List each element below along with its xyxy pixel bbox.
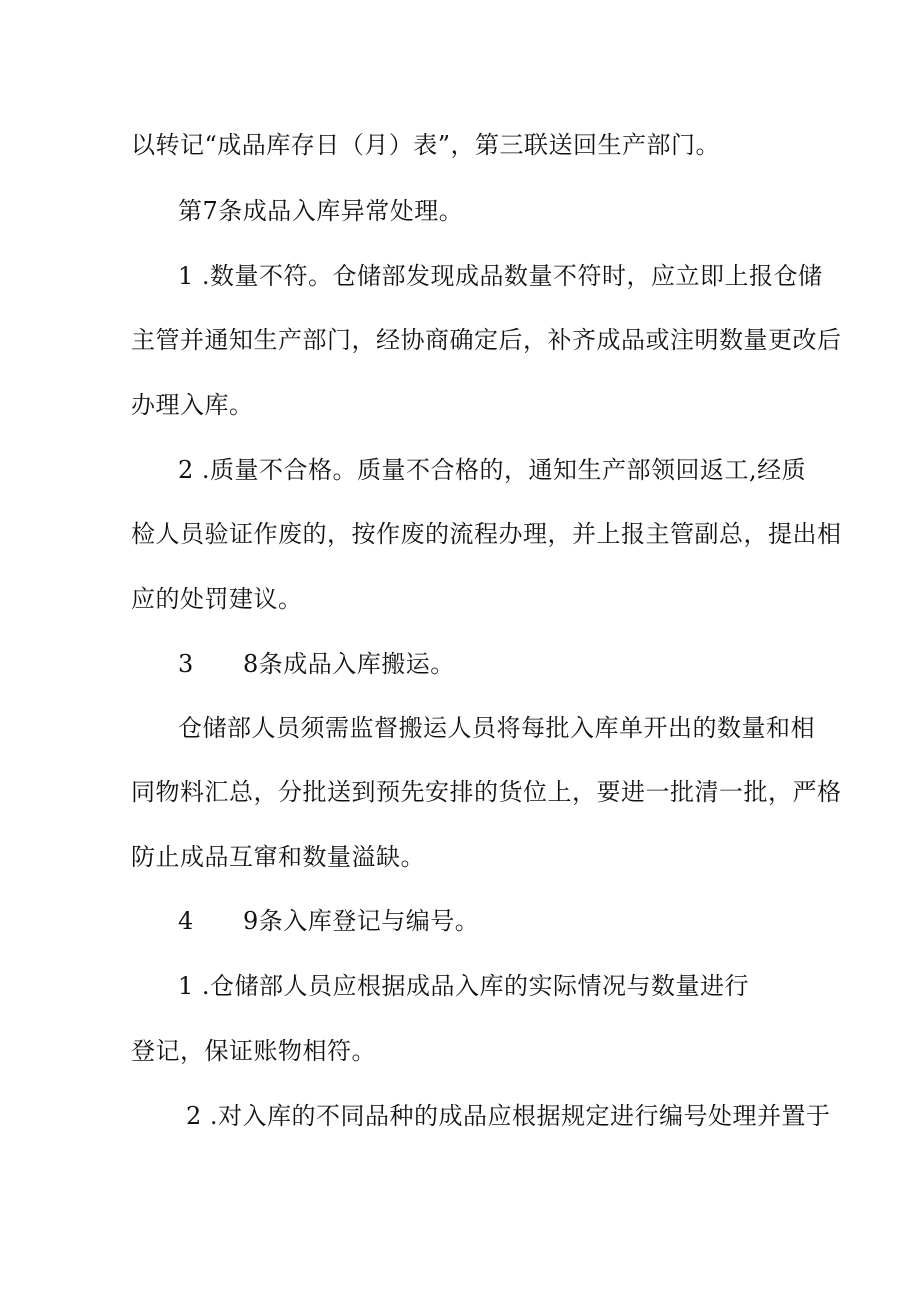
text-line: 1 .仓储部人员应根据成品入库的实际情况与数量进行 [178,972,750,1000]
section-heading: 8条成品入库搬运。 [243,650,455,678]
text-line: 同物料汇总，分批送到预先安排的货位上，要进一批清一批，严格 [131,778,842,806]
text-line: 仓储部人员须需监督搬运人员将每批入库单开出的数量和相 [178,714,815,742]
text-line: 1 .数量不符。仓储部发现成品数量不符时，应立即上报仓储 [178,262,823,290]
text-line: 应的处罚建议。 [131,585,303,613]
text-line: 2 .质量不合格。质量不合格的，通知生产部领回返工,经质 [178,456,807,484]
text-line: 防止成品互窜和数量溢缺。 [131,843,425,871]
text-line: 办理入库。 [131,391,254,419]
text-line: 检人员验证作废的，按作废的流程办理，并上报主管副总，提出相 [131,520,842,548]
section-heading: 第7条成品入库异常处理。 [178,197,464,225]
section-heading: 9条入库登记与编号。 [243,907,480,935]
text-line: 登记，保证账物相符。 [131,1037,376,1065]
text-line: 2 .对入库的不同品种的成品应根据规定进行编号处理并置于 [186,1102,831,1130]
section-number: 3 [178,650,194,678]
text-line: 以转记“成品库存日（月）表”，第三联送回生产部门。 [131,131,721,159]
section-number: 4 [178,907,194,935]
text-line: 主管并通知生产部门，经协商确定后，补齐成品或注明数量更改后 [131,326,842,354]
